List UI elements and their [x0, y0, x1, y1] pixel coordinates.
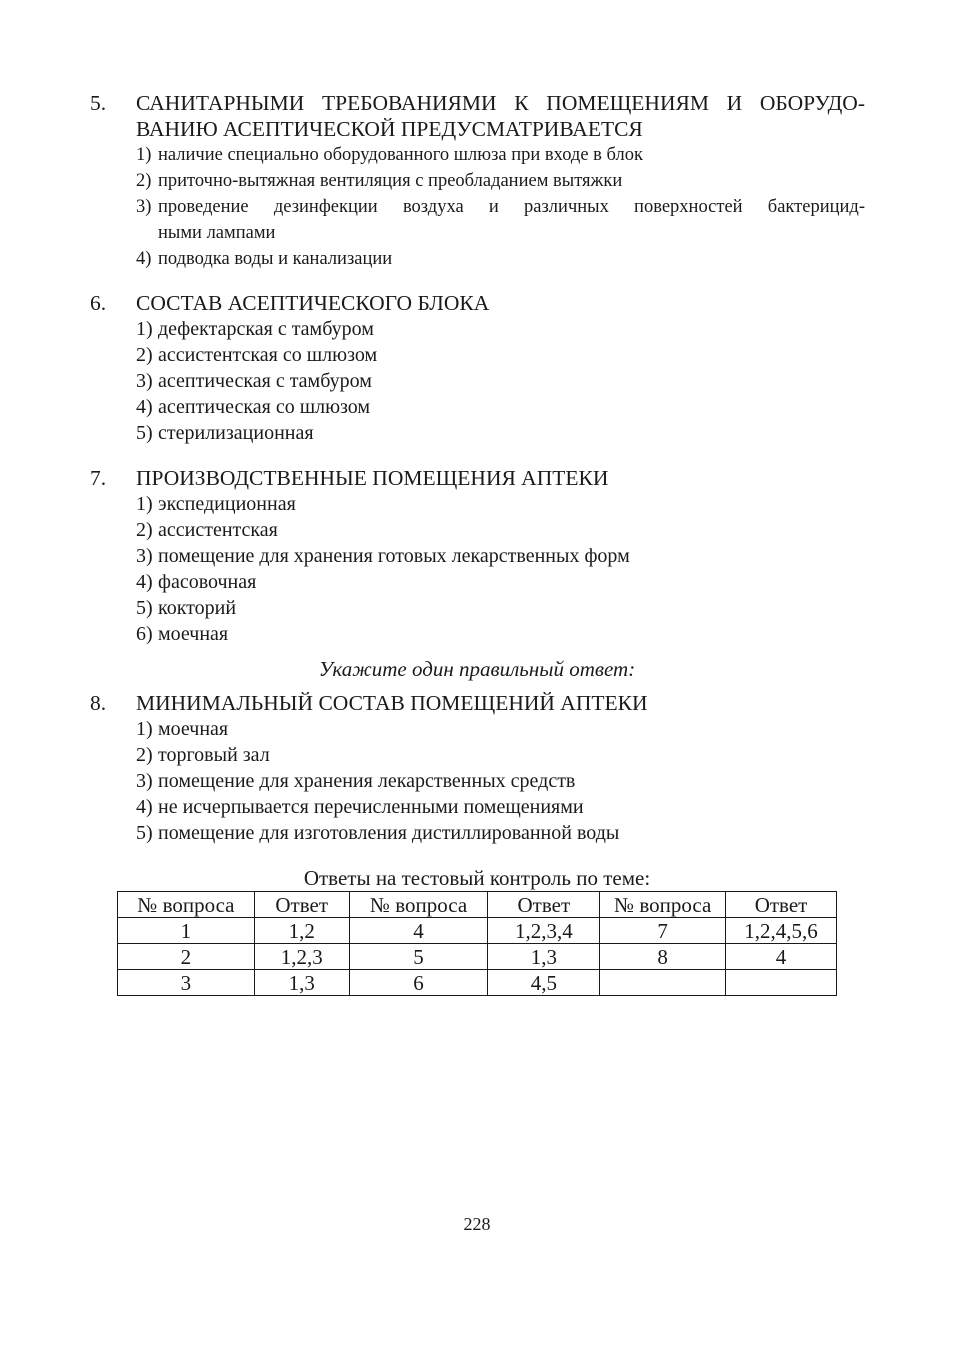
question-number: 8. [90, 691, 107, 715]
table-cell: 4 [349, 918, 488, 944]
option-item [136, 420, 865, 446]
option-text: асептическая со шлюзом [158, 396, 371, 418]
option-text: наличие специально оборудованного шлюза при входе в блок [158, 145, 643, 165]
option-item [136, 742, 865, 768]
options-list [136, 491, 865, 647]
option-item [136, 517, 865, 543]
option-text-block [158, 194, 865, 246]
option-text: торговый зал [158, 744, 270, 766]
question-6 [90, 290, 865, 446]
question-title: ПРОИЗВОДСТВЕННЫЕ ПОМЕЩЕНИЯ АПТЕКИ [136, 466, 609, 490]
table-cell: 1 [118, 918, 255, 944]
option-text: ассистентская [158, 519, 278, 541]
instruction-text: Укажите один правильный ответ: [318, 657, 636, 681]
option-number: 4) [136, 249, 152, 269]
option-item [136, 716, 865, 742]
option-number: 3) [136, 197, 152, 217]
column-header: Ответ [488, 892, 600, 918]
option-text: не исчерпывается перечисленными помещениями [158, 796, 584, 818]
option-number: 4) [136, 796, 153, 818]
page-number: 228 [463, 1214, 491, 1234]
table-cell: 7 [600, 918, 726, 944]
options-list [136, 716, 865, 846]
option-text: приточно-вытяжная вентиляция с преобладанием вытяжки [158, 171, 623, 191]
table-cell: 1,3 [488, 944, 600, 970]
table-cell: 1,2,3 [254, 944, 349, 970]
option-item [136, 368, 865, 394]
option-text: стерилизационная [158, 422, 314, 444]
option-item [136, 543, 865, 569]
option-text: моечная [158, 623, 229, 645]
option-text: моечная [158, 718, 229, 740]
option-number: 4) [136, 396, 153, 418]
option-number: 2) [136, 171, 152, 191]
table-cell: 1,3 [254, 970, 349, 996]
option-text: подводка воды и канализации [158, 249, 393, 269]
question-number: 6. [90, 291, 107, 315]
option-number: 5) [136, 822, 153, 844]
table-cell: 2 [118, 944, 255, 970]
option-text: кокторий [158, 597, 237, 619]
column-header: № вопроса [600, 892, 726, 918]
option-item [136, 820, 865, 846]
option-number: 2) [136, 344, 153, 366]
option-number: 4) [136, 571, 153, 593]
option-item [136, 342, 865, 368]
question-number: 7. [90, 466, 107, 490]
question-8 [90, 690, 865, 846]
option-text-continuation: ными лампами [158, 223, 276, 243]
option-item [136, 168, 865, 194]
option-item [136, 794, 865, 820]
table-header-row [118, 892, 837, 918]
option-item [136, 316, 865, 342]
option-text: проведение дезинфекции воздуха и различных поверхностей бактерицид- [158, 197, 865, 217]
option-text: дефектарская с тамбуром [158, 318, 374, 340]
option-number: 5) [136, 422, 153, 444]
option-text: фасовочная [158, 571, 257, 593]
option-text: помещение для хранения готовых лекарственных форм [158, 545, 630, 567]
option-item [136, 569, 865, 595]
option-number: 2) [136, 744, 153, 766]
option-number: 1) [136, 493, 153, 515]
column-header: Ответ [254, 892, 349, 918]
option-number: 5) [136, 597, 153, 619]
option-number: 3) [136, 370, 153, 392]
answers-caption: Ответы на тестовый контроль по теме: [303, 866, 651, 890]
question-title: СОСТАВ АСЕПТИЧЕСКОГО БЛОКА [136, 291, 490, 315]
option-text: помещение для хранения лекарственных средств [158, 770, 576, 792]
option-item [136, 491, 865, 517]
question-number: 5. [90, 91, 107, 115]
question-title: МИНИМАЛЬНЫЙ СОСТАВ ПОМЕЩЕНИЙ АПТЕКИ [136, 691, 648, 715]
option-item [136, 621, 865, 647]
table-row [118, 918, 837, 944]
question-7 [90, 465, 865, 647]
option-text: помещение для изготовления дистиллированной воды [158, 822, 620, 844]
table-row [118, 944, 837, 970]
table-cell: 5 [349, 944, 488, 970]
table-cell: 1,2,3,4 [488, 918, 600, 944]
option-item [136, 194, 865, 246]
question-5 [90, 90, 865, 272]
table-row [118, 970, 837, 996]
options-list [136, 316, 865, 446]
column-header: № вопроса [118, 892, 255, 918]
table-cell [726, 970, 837, 996]
table-cell: 3 [118, 970, 255, 996]
option-text: экспедиционная [158, 493, 296, 515]
option-number: 1) [136, 145, 152, 165]
option-text: ассистентская со шлюзом [158, 344, 378, 366]
column-header: Ответ [726, 892, 837, 918]
answers-table [117, 891, 837, 996]
question-title: САНИТАРНЫМИ ТРЕБОВАНИЯМИ К ПОМЕЩЕНИЯМ И ОБОРУДО- ВАНИЮ АСЕПТИЧЕСКОЙ ПРЕДУСМАТРИВАЕТСЯ [136, 91, 865, 141]
option-item [136, 768, 865, 794]
table-cell: 1,2 [254, 918, 349, 944]
option-number: 3) [136, 770, 153, 792]
column-header: № вопроса [349, 892, 488, 918]
option-item [136, 246, 865, 272]
option-item [136, 142, 865, 168]
option-number: 3) [136, 545, 153, 567]
table-cell [600, 970, 726, 996]
option-number: 1) [136, 318, 153, 340]
options-list [136, 142, 865, 272]
table-cell: 4 [726, 944, 837, 970]
option-number: 6) [136, 623, 153, 645]
option-text: асептическая с тамбуром [158, 370, 372, 392]
option-number: 2) [136, 519, 153, 541]
option-item [136, 394, 865, 420]
table-cell: 4,5 [488, 970, 600, 996]
option-item [136, 595, 865, 621]
option-number: 1) [136, 718, 153, 740]
table-cell: 6 [349, 970, 488, 996]
table-cell: 8 [600, 944, 726, 970]
table-cell: 1,2,4,5,6 [726, 918, 837, 944]
